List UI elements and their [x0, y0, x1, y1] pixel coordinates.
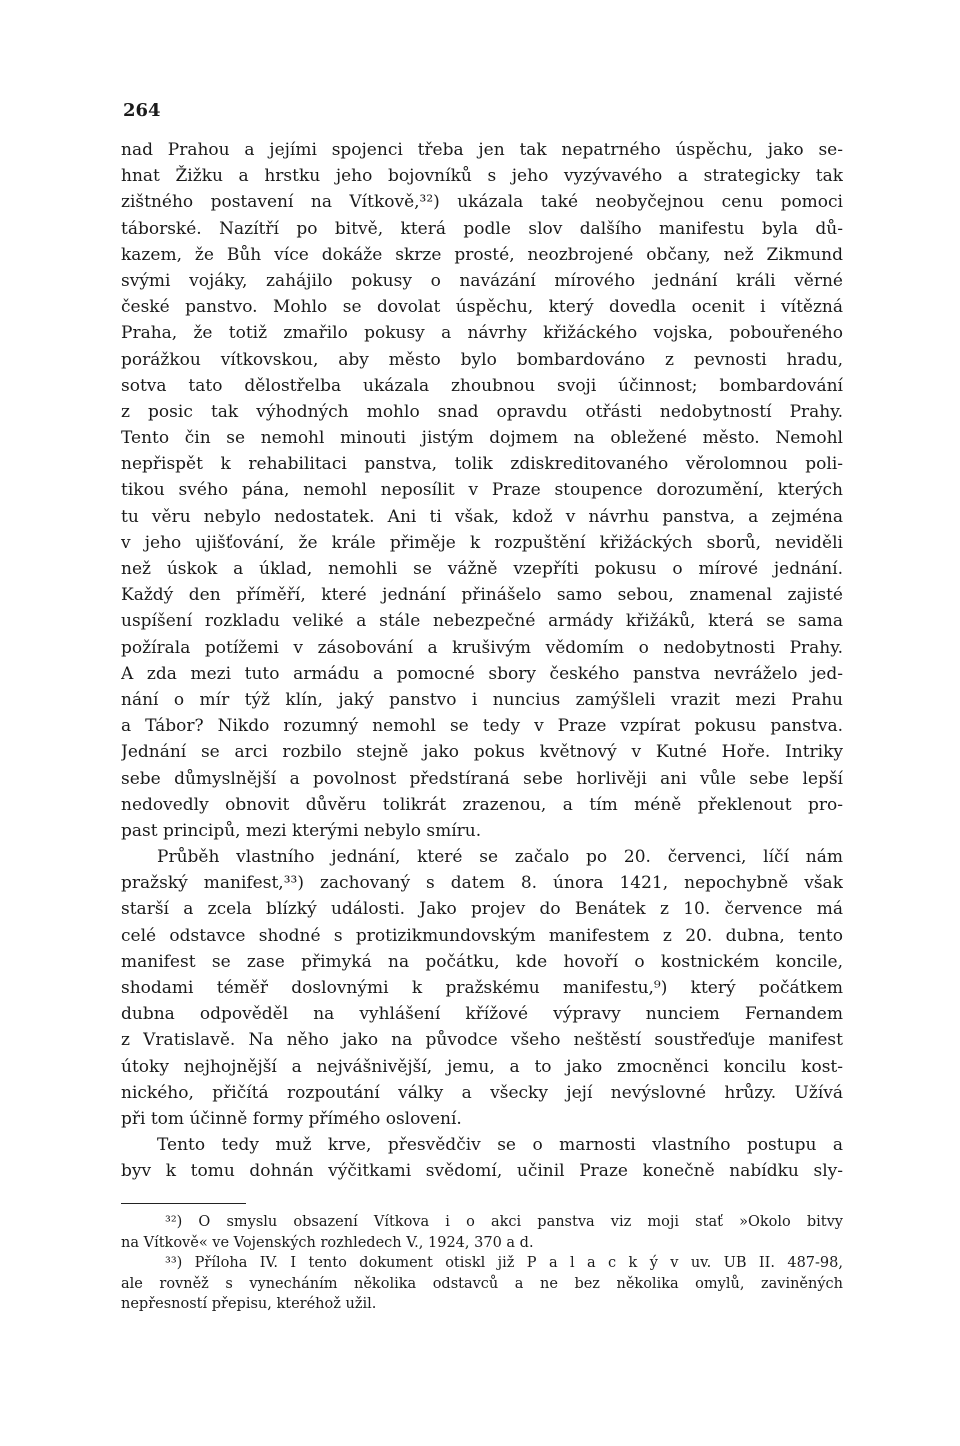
text-line: tikou svého pána, nemohl neposílit v Praze stoupence dorozumění, kterých — [121, 480, 843, 501]
text-line: A zda mezi tuto armádu a pomocné sbory českého panstva nevráželo jed- — [121, 663, 843, 684]
text-line: Tento tedy muž krve, přesvědčiv se o marnosti vlastního postupu a — [157, 1135, 843, 1156]
text-line: požírala potížemi v zásobování a krušivým vědomím o nedobytnosti Prahy. — [121, 637, 843, 658]
text-line: a Tábor? Nikdo rozumný nemohl se tedy v Praze vzpírat pokusu panstva. — [121, 716, 843, 737]
text-line: útoky nejhojnější a nejvášnivější, jemu, a to jako zmocněnci koncilu kost- — [121, 1056, 843, 1077]
footnotes — [121, 1212, 843, 1315]
text-line: než úskok a úklad, nemohli se vážně vzepříti pokusu o mírové jednání. — [121, 559, 843, 579]
text-line: Průběh vlastního jednání, které se začalo po 20. červenci, líčí nám — [157, 847, 843, 868]
text-line: nepřispět k rehabilitaci panstva, tolik zdiskreditovaného věrolomnou poli- — [121, 454, 843, 475]
footnote-line: ³²) O smyslu obsazení Vítkova i o akci panstva viz moji stať »Okolo bitvy — [165, 1214, 843, 1230]
text-line: pražský manifest,³³) zachovaný s datem 8. února 1421, nepochybně však — [121, 873, 843, 894]
footnote-rule — [121, 1203, 246, 1204]
body-text — [121, 137, 843, 1185]
text-line: uspíšení rozkladu veliké a stále nebezpečné armády křižáků, která se sama — [121, 611, 843, 632]
text-line: nedovedly obnovit důvěru tolikrát zrazenou, a tím méně překlenout pro- — [121, 794, 843, 815]
text-line: Praha, že totiž zmařilo pokusy a návrhy křižáckého vojska, pobouřeného — [121, 323, 843, 344]
text-line: tu věru nebylo nedostatek. Ani ti však, kdož v návrhu panstva, a zejména — [121, 506, 843, 527]
text-line: z Vratislavě. Na něho jako na původce všeho neštěstí soustřeďuje manifest — [121, 1030, 843, 1051]
text-line: kazem, že Bůh více dokáže skrze prosté, neozbrojené občany, než Zikmund — [121, 244, 843, 265]
text-line: nického, přičítá rozpoutání války a všecky její nevýslovné hrůzy. Užívá — [121, 1082, 843, 1103]
text-line: sotva tato dělostřelba ukázala zhoubnou svoji účinnost; bombardování — [121, 375, 843, 396]
text-line: starší a zcela blízký události. Jako projev do Benátek z 10. července má — [121, 899, 843, 920]
text-line: manifest se zase přimyká na počátku, kde hovoří o kostnickém koncile, — [121, 951, 843, 972]
text-line: Jednání se arci rozbilo stejně jako pokus květnový v Kutné Hoře. Intriky — [121, 742, 843, 763]
text-line: Tento čin se nemohl minouti jistým dojmem na obležené město. Nemohl — [121, 428, 843, 449]
footnote-line: na Vítkově« ve Vojenských rozhledech V., 1924, 370 a d. — [121, 1234, 534, 1251]
page-number: 264 — [123, 100, 161, 121]
text-line: hnat Žižku a hrstku jeho bojovníků s jeho vyzývavého a strategicky tak — [121, 166, 843, 187]
text-line: svými vojáky, zahájilo pokusy o navázání mírového jednání králi věrné — [121, 270, 843, 291]
footnote-line: ³³) Příloha IV. I tento dokument otiskl již P a l a c k ý v uv. UB II. 487-98, — [165, 1255, 843, 1271]
text-line: sebe důmyslnější a povolnost předstíraná sebe horlivěji ani vůle sebe lepší — [121, 768, 843, 789]
text-line: nání o mír týž klín, jaký panstvo i nuncius zamýšleli vrazit mezi Prahu — [121, 689, 843, 710]
text-line: Každý den příměří, které jednání přinášelo samo sebou, znamenal zajisté — [121, 585, 843, 606]
text-line: shodami téměř doslovnými k pražskému manifestu,⁹) který počátkem — [121, 978, 843, 998]
footnote-line: ale rovněž s vynecháním několika odstavců a ne bez několika omylů, zaviněných — [121, 1275, 843, 1292]
text-line: v jeho ujišťování, že krále přiměje k rozpuštění křižáckých sborů, neviděli — [121, 532, 843, 553]
footnote-line: nepřesností přepisu, kteréhož užil. — [121, 1296, 377, 1312]
text-line: byv k tomu dohnán výčitkami svědomí, učinil Praze konečně nabídku sly- — [121, 1161, 843, 1182]
text-line: past principů, mezi kterými nebylo smíru. — [121, 820, 482, 841]
text-line: nad Prahou a jejími spojenci třeba jen tak nepatrného úspěchu, jako se- — [121, 140, 843, 160]
text-line: porážkou vítkovskou, aby město bylo bombardováno z pevnosti hradu, — [121, 349, 843, 370]
text-line: při tom účinně formy přímého oslovení. — [121, 1108, 462, 1129]
text-line: zištného postavení na Vítkově,³²) ukázala také neobyčejnou cenu pomoci — [121, 192, 843, 213]
text-line: celé odstavce shodné s protizikmundovským manifestem z 20. dubna, tento — [121, 925, 843, 946]
text-line: české panstvo. Mohlo se dovolat úspěchu, který dovedla ocenit i vítězná — [121, 297, 843, 318]
text-line: táborské. Nazítří po bitvě, která podle slov dalšího manifestu byla dů- — [121, 218, 843, 239]
text-line: z posic tak výhodných mohlo snad opravdu otřásti nedobytností Prahy. — [121, 401, 843, 422]
text-line: dubna odpověděl na vyhlášení křížové výpravy nunciem Fernandem — [121, 1004, 843, 1025]
